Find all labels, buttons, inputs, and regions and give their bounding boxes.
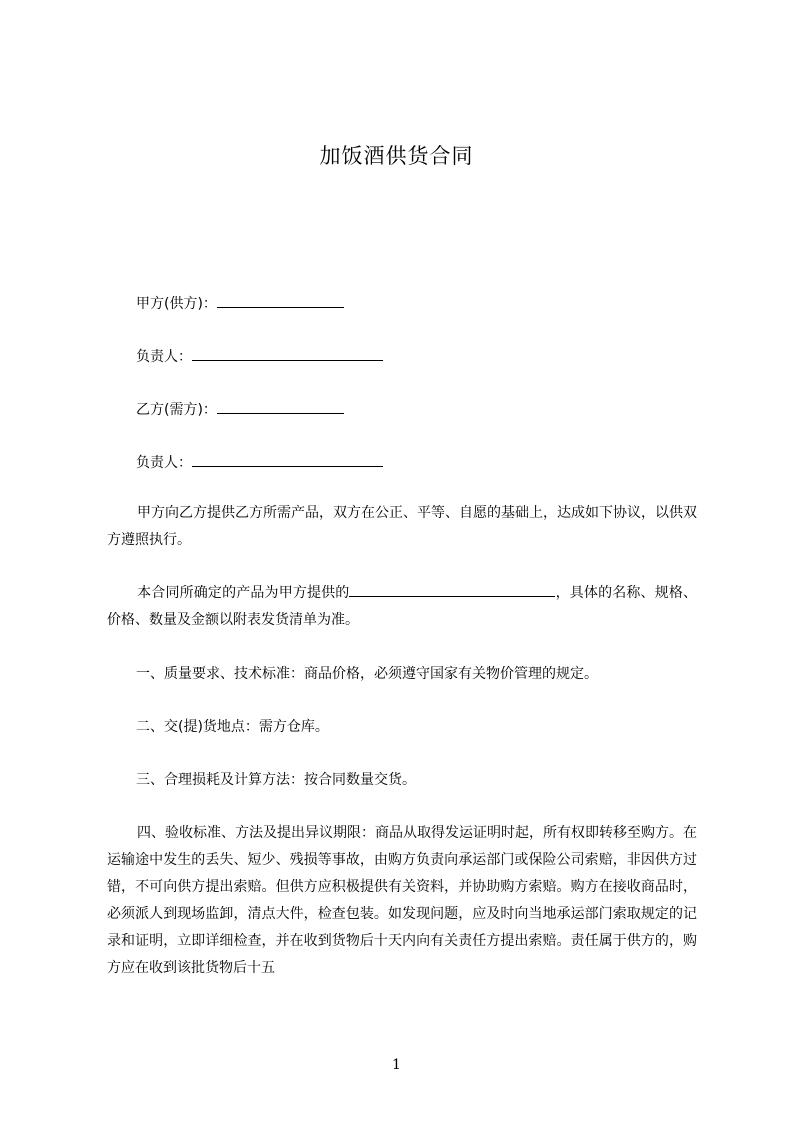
party-b-person-blank [192,451,383,467]
party-a-person-field [136,345,383,367]
party-a-field [136,292,344,314]
party-b-field [136,398,344,420]
party-a-blank [217,292,344,308]
clause-3: 三、合理损耗及计算方法：按合同数量交货。 [136,772,416,788]
party-b-label: 乙方(需方)： [136,402,217,418]
product-paragraph-start: 本合同所确定的产品为甲方提供的 [137,585,350,601]
document-title: 加饭酒供货合同 [319,144,474,168]
party-b-blank [217,398,344,414]
product-paragraph [107,580,697,634]
clause-1: 一、质量要求、技术标准：商品价格，必须遵守国家有关物价管理的规定。 [136,666,598,682]
party-a-person-blank [192,345,383,361]
party-b-person-field [136,451,383,473]
clause-2: 二、交(提)货地点：需方仓库。 [136,719,329,735]
intro-paragraph [107,500,697,554]
clause-4-paragraph [107,820,697,982]
page-number: 1 [392,1057,401,1073]
intro-paragraph-text: 甲方向乙方提供乙方所需产品，双方在公正、平等、自愿的基础上，达成如下协议，以供双方遵照执行。 [107,505,697,548]
party-a-person-label: 负责人： [136,349,192,365]
product-paragraph-end: ，具体的名称、规格、价格、数量及金额以附表发货清单为准。 [107,585,698,628]
product-blank [349,581,555,597]
party-b-person-label: 负责人： [136,455,192,471]
party-a-label: 甲方(供方)： [136,296,217,312]
clause-4-text: 四、验收标准、方法及提出异议期限：商品从取得发运证明时起，所有权即转移至购方。在运输途中发生的丢失、短少、残损等事故，由购方负责向承运部门或保险公司索赔，非因供方过错，不可向供方提出索赔。但供方应积极提供有关资料，并协助购方索赔。购方在接收商品时，必须派人到现场监卸，清点大件，检查包装。如发现问题，应及时向当地承运部门索取规定的记录和证明，立即详细检查，并在收到货物后十天内向有关责任方提出索赔。责任属于供方的，购方应在收到该批货物后十五 [107,825,697,976]
